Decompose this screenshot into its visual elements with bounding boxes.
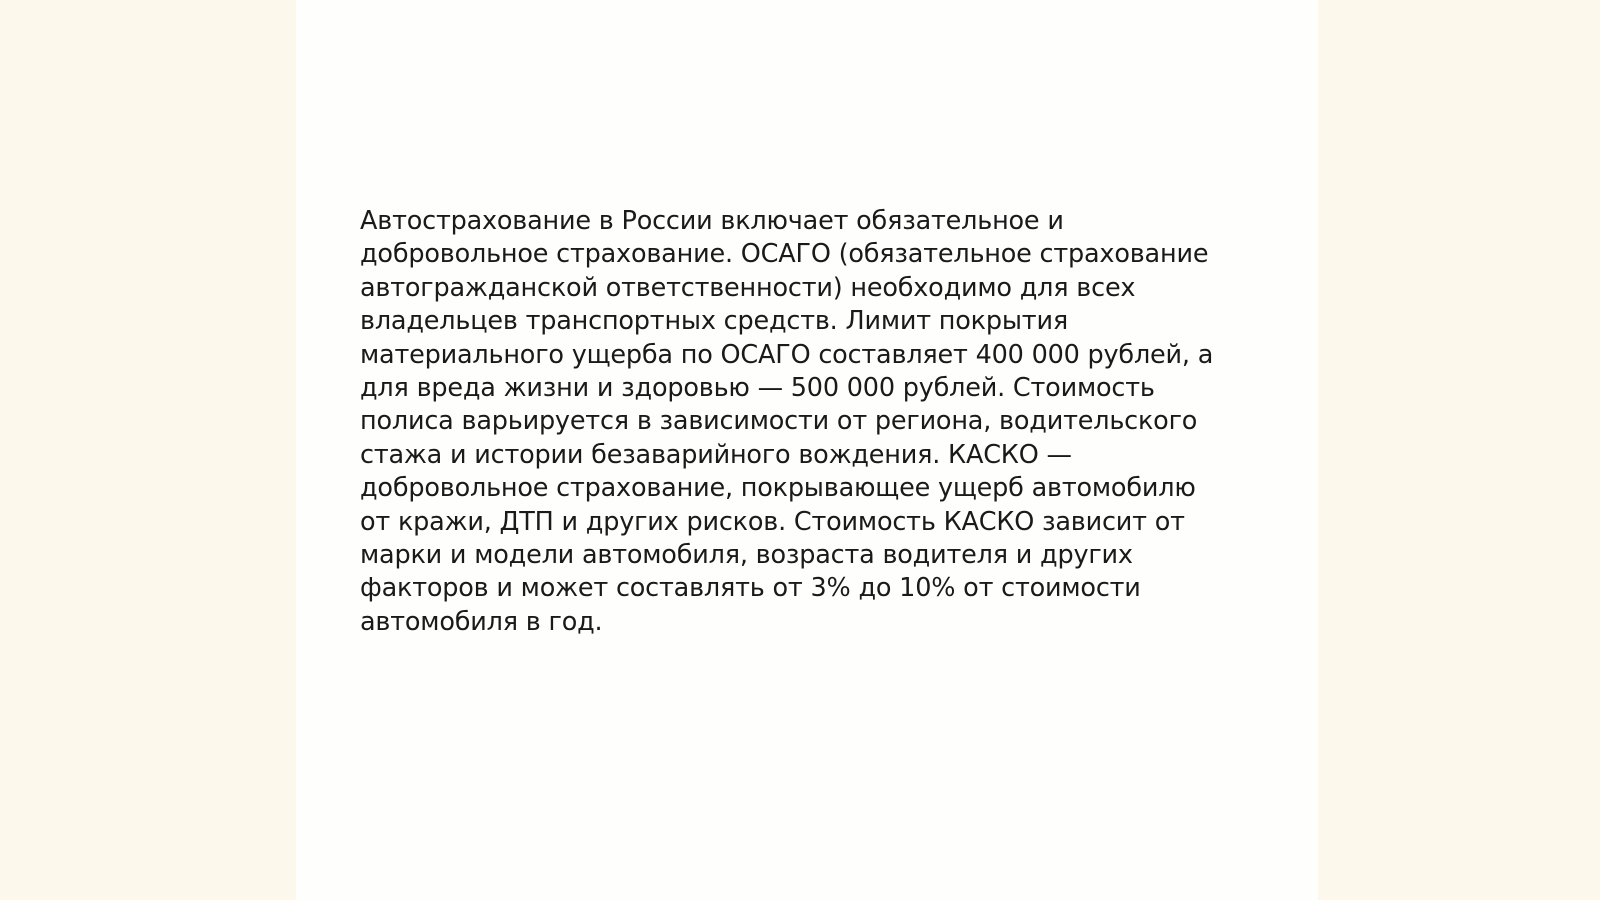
paragraph-line: добровольное страхование. ОСАГО (обязательное страхование	[360, 239, 1209, 270]
paragraph-line: для вреда жизни и здоровью — 500 000 рублей. Стоимость	[360, 373, 1155, 404]
paragraph-line: факторов и может составлять от 3% до 10% от стоимости	[360, 573, 1141, 604]
paragraph-line: автомобиля в год.	[360, 606, 603, 637]
body-paragraph	[360, 205, 1260, 639]
paragraph-line: добровольное страхование, покрывающее ущерб автомобилю	[360, 473, 1196, 504]
paragraph-line: автогражданской ответственности) необходимо для всех	[360, 272, 1136, 303]
paragraph-line: материального ущерба по ОСАГО составляет 400 000 рублей, а	[360, 339, 1214, 370]
paragraph-line: владельцев транспортных средств. Лимит покрытия	[360, 306, 1068, 337]
document-page	[296, 0, 1318, 900]
paragraph-line: от кражи, ДТП и других рисков. Стоимость КАСКО зависит от	[360, 506, 1185, 537]
paragraph-line: Автострахование в России включает обязательное и	[360, 206, 1064, 236]
paragraph-line: стажа и истории безаварийного вождения. КАСКО —	[360, 439, 1072, 470]
paragraph-line: полиса варьируется в зависимости от региона, водительского	[360, 406, 1198, 437]
paragraph-line: марки и модели автомобиля, возраста водителя и других	[360, 540, 1133, 571]
